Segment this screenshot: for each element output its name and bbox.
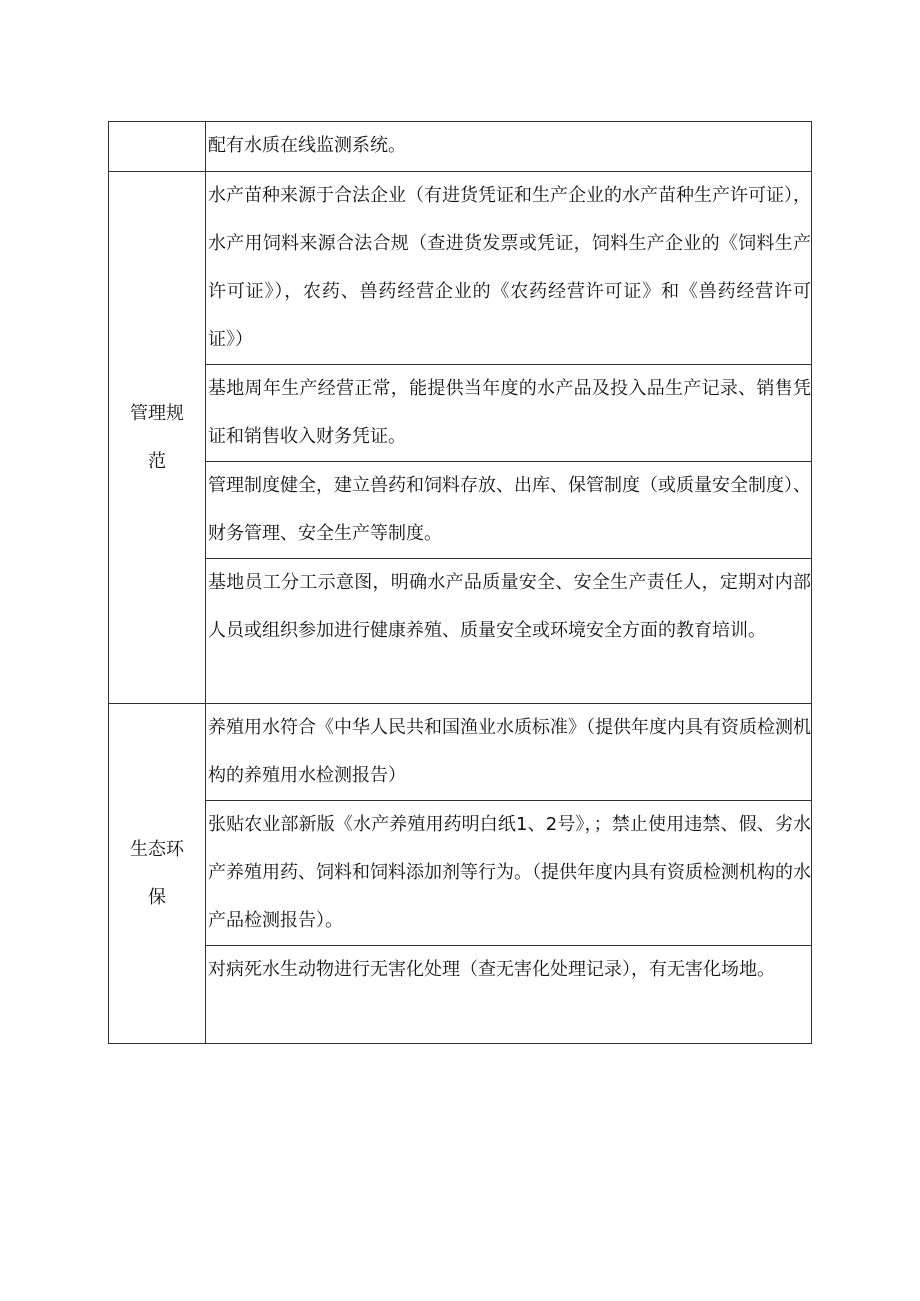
item-online-monitoring: 配有水质在线监测系统。	[206, 122, 812, 172]
category-cell-ecology	[109, 704, 206, 1044]
item-drug-ban: 张贴农业部新版《水产养殖用药明白纸1、2号》，；禁止使用违禁、假、劣水产养殖用药、饲料和饲料添加剂等行为。（提供年度内具有资质检测机构的水产品检测报告）。	[206, 801, 812, 946]
item-seed-feed-source: 水产苗种来源于合法企业（有进货凭证和生产企业的水产苗种生产许可证），水产用饲料来源合法合规（查进货发票或凭证，饲料生产企业的《饲料生产许可证》），农药、兽药经营企业的《农药经营许可证》和《兽药经营许可证》）	[206, 172, 812, 365]
item-production-records: 基地周年生产经营正常，能提供当年度的水产品及投入品生产记录、销售凭证和销售收入财务凭证。	[206, 365, 812, 462]
table-row	[109, 801, 812, 946]
item-harmless-treatment: 对病死水生动物进行无害化处理（查无害化处理记录），有无害化场地。	[206, 946, 812, 1044]
category-label-management: 管理规范	[130, 402, 184, 472]
item-staff-training: 基地员工分工示意图，明确水产品质量安全、安全生产责任人，定期对内部人员或组织参加进行健康养殖、质量安全或环境安全方面的教育培训。	[206, 559, 812, 704]
category-cell-empty	[109, 122, 206, 172]
table-row	[109, 365, 812, 462]
table-row	[109, 462, 812, 559]
requirements-table	[108, 121, 812, 1044]
item-management-system: 管理制度健全，建立兽药和饲料存放、出库、保管制度（或质量安全制度）、财务管理、安全生产等制度。	[206, 462, 812, 559]
table-row	[109, 946, 812, 1044]
table-row	[109, 704, 812, 801]
table-row	[109, 559, 812, 704]
item-water-standard: 养殖用水符合《中华人民共和国渔业水质标准》（提供年度内具有资质检测机构的养殖用水检测报告）	[206, 704, 812, 801]
category-cell-management	[109, 172, 206, 704]
table-row	[109, 122, 812, 172]
table-row	[109, 172, 812, 365]
category-label-ecology: 生态环保	[130, 838, 184, 908]
